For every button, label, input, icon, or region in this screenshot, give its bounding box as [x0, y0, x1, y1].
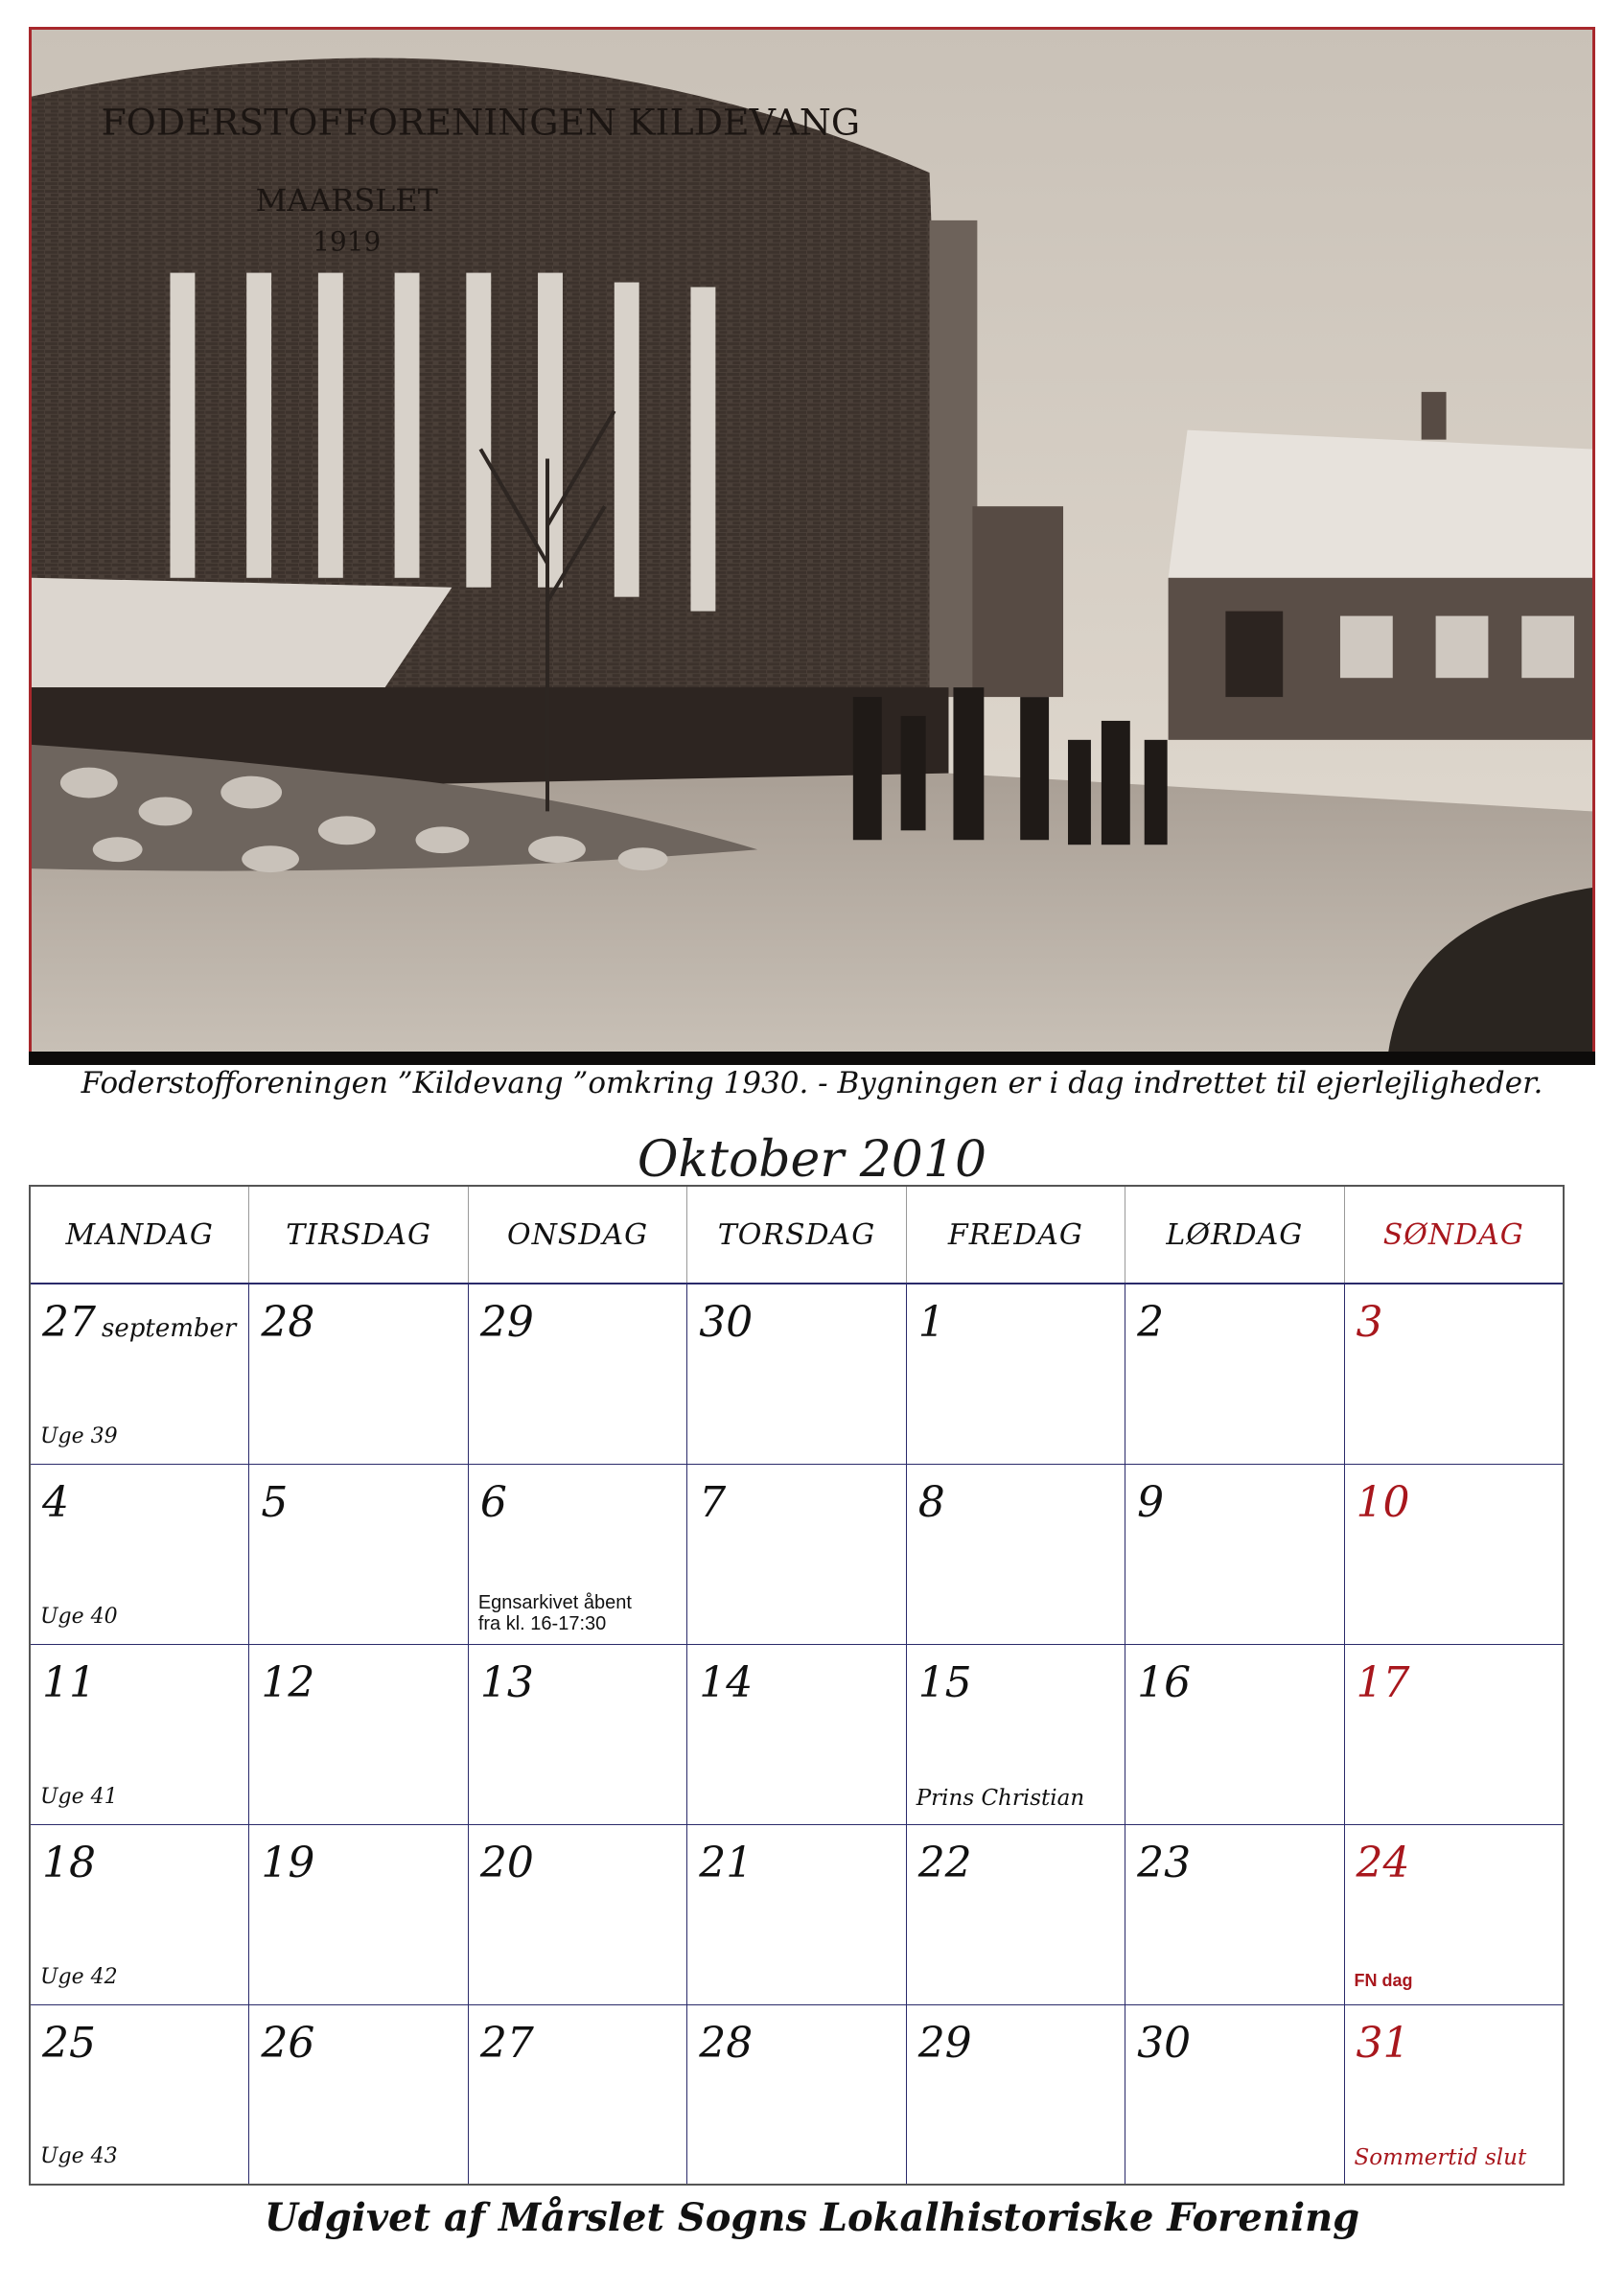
photo-sign-town: MAARSLET [255, 181, 438, 219]
day-number: 4 [42, 1478, 69, 1527]
weekday-sunday: SØNDAG [1382, 1217, 1524, 1252]
photo-bottom-bar [29, 1052, 1595, 1065]
day-number: 12 [261, 1658, 315, 1707]
day-number: 6 [479, 1478, 507, 1527]
day-number: 1 [917, 1298, 945, 1347]
event-note-line: Egnsarkivet åbent [477, 1592, 632, 1613]
day-cell [1125, 1825, 1344, 2004]
week-number: Uge 41 [40, 1785, 118, 1809]
month-title: Oktober 2010 [637, 1131, 987, 1189]
day-number: 30 [1137, 2019, 1192, 2068]
event-note: FN dag [1354, 1971, 1413, 1990]
historic-photo [29, 27, 1595, 1057]
week-number: Uge 43 [40, 2144, 118, 2168]
publisher-footer: Udgivet af Mårslet Sogns Lokalhistoriske Forening [264, 2195, 1360, 2240]
day-cell [31, 2005, 249, 2184]
day-number: 13 [479, 1658, 534, 1707]
day-number: 16 [1137, 1658, 1192, 1707]
day-cell [907, 2005, 1125, 2184]
day-number: 26 [261, 2019, 315, 2068]
event-note: Sommertid slut [1354, 2145, 1527, 2170]
day-cell [469, 1825, 687, 2004]
day-cell [469, 1645, 687, 1824]
prev-month-label: september [102, 1314, 237, 1343]
day-number: 10 [1356, 1478, 1410, 1527]
day-cell [249, 1825, 468, 2004]
photo-sign-text: FODERSTOFFORENINGEN KILDEVANG [101, 101, 861, 144]
day-cell-sunday [1345, 1645, 1563, 1824]
day-cell [907, 1284, 1125, 1464]
day-cell-sunday [1345, 1465, 1563, 1644]
day-number: 19 [261, 1839, 315, 1887]
day-number: 29 [917, 2019, 972, 2068]
day-number: 30 [699, 1298, 754, 1347]
photo-caption: Foderstofforeningen ”Kildevang ”omkring 1930. - Bygningen er i dag indrettet til ejerlejligheder. [81, 1066, 1543, 1100]
week-row [31, 1645, 1563, 1825]
photo-illustration [32, 30, 1592, 1054]
day-cell [31, 1465, 249, 1644]
day-number: 28 [699, 2019, 754, 2068]
weekday-friday: FREDAG [907, 1187, 1125, 1283]
day-number-value: 27 [42, 1298, 96, 1347]
day-cell [687, 1465, 906, 1644]
day-cell [1125, 1284, 1344, 1464]
week-number: Uge 42 [40, 1965, 118, 1989]
day-number: 24 [1356, 1839, 1410, 1887]
calendar-grid [29, 1185, 1565, 2186]
day-cell-sunday [1345, 2005, 1563, 2184]
day-cell [907, 1825, 1125, 2004]
weekday-wednesday: ONSDAG [469, 1187, 687, 1283]
week-row [31, 1465, 1563, 1645]
day-number: 17 [1356, 1658, 1410, 1707]
day-cell [31, 1825, 249, 2004]
day-number: 22 [917, 1839, 972, 1887]
day-cell [469, 2005, 687, 2184]
day-number: 11 [42, 1658, 96, 1707]
week-row [31, 1825, 1563, 2005]
day-cell [1125, 2005, 1344, 2184]
day-number: 9 [1137, 1478, 1165, 1527]
day-number: 18 [42, 1839, 96, 1887]
event-note [478, 1592, 632, 1634]
day-number: 3 [1356, 1298, 1383, 1347]
day-cell [1125, 1465, 1344, 1644]
day-number: 28 [261, 1298, 315, 1347]
day-cell [687, 2005, 906, 2184]
day-cell [687, 1825, 906, 2004]
day-cell [469, 1284, 687, 1464]
photo-sign-year: 1919 [313, 225, 382, 258]
day-cell [249, 1645, 468, 1824]
week-row [31, 1284, 1563, 1465]
day-cell [469, 1465, 687, 1644]
day-cell-sunday [1345, 1284, 1563, 1464]
day-number [42, 1298, 236, 1347]
day-number: 23 [1137, 1839, 1192, 1887]
day-cell-sunday [1345, 1825, 1563, 2004]
day-cell [249, 1284, 468, 1464]
day-number: 2 [1137, 1298, 1165, 1347]
day-cell [31, 1645, 249, 1824]
day-cell [907, 1645, 1125, 1824]
weekday-saturday: LØRDAG [1125, 1187, 1344, 1283]
day-cell [31, 1284, 249, 1464]
day-number: 21 [699, 1839, 754, 1887]
day-cell [687, 1284, 906, 1464]
day-number: 15 [917, 1658, 972, 1707]
week-row [31, 2005, 1563, 2184]
week-number: Uge 40 [40, 1605, 118, 1629]
day-number: 25 [42, 2019, 96, 2068]
day-number: 7 [699, 1478, 727, 1527]
day-cell [1125, 1645, 1344, 1824]
day-cell [907, 1465, 1125, 1644]
day-number: 29 [479, 1298, 534, 1347]
day-number: 20 [479, 1839, 534, 1887]
weekday-header [31, 1187, 1563, 1284]
day-number: 5 [261, 1478, 289, 1527]
weeks [31, 1284, 1563, 2184]
event-note: Prins Christian [916, 1786, 1085, 1811]
week-number: Uge 39 [40, 1424, 118, 1448]
day-number: 8 [917, 1478, 945, 1527]
day-number: 31 [1356, 2019, 1410, 2068]
day-number: 27 [479, 2019, 534, 2068]
day-number: 14 [699, 1658, 754, 1707]
weekday-monday: MANDAG [31, 1187, 249, 1283]
weekday-tuesday: TIRSDAG [249, 1187, 468, 1283]
day-cell [249, 1465, 468, 1644]
day-cell [249, 2005, 468, 2184]
event-note-line: fra kl. 16-17:30 [477, 1613, 607, 1634]
weekday-thursday: TORSDAG [687, 1187, 906, 1283]
day-cell [687, 1645, 906, 1824]
